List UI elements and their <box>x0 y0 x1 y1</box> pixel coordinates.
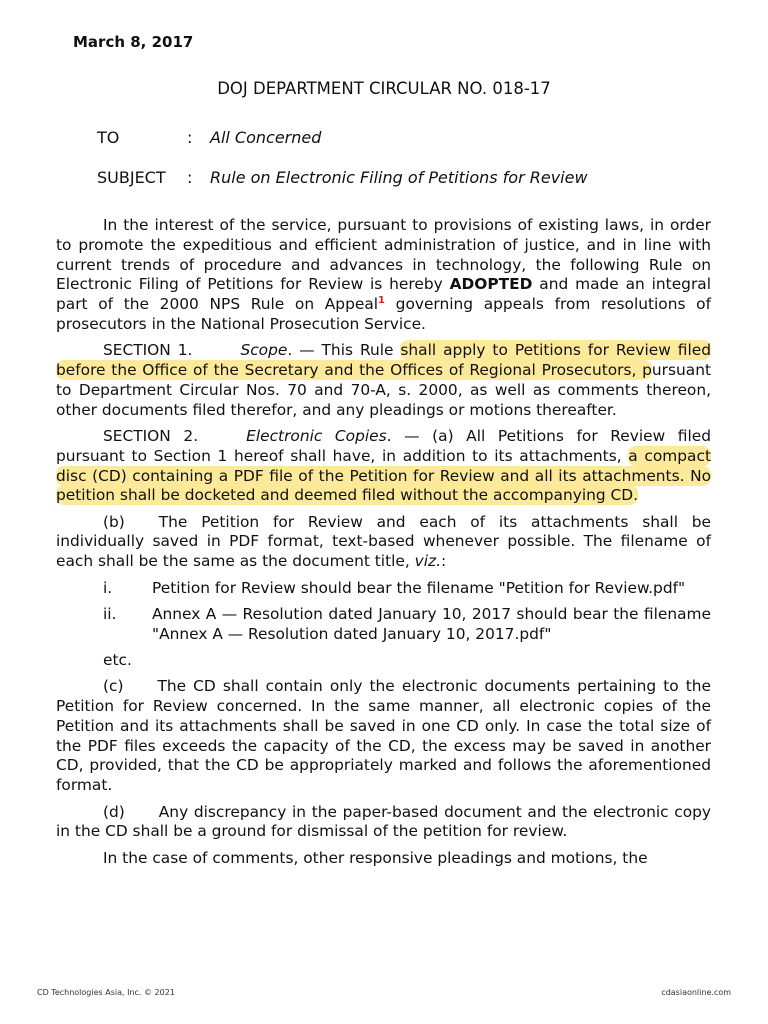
section-2-paragraph <box>56 427 711 506</box>
paragraph-b <box>56 513 711 572</box>
section-1-paragraph <box>56 341 711 420</box>
section-2-label: SECTION 2. <box>103 426 199 445</box>
list-item-text: Annex A — Resolution dated January 10, 2017 should bear the filename "Annex A — Resolution dated January 10, 2017.pdf" <box>152 604 711 643</box>
to-value: All Concerned <box>210 128 322 147</box>
viz-word: viz. <box>414 552 442 571</box>
document-date: March 8, 2017 <box>73 33 194 51</box>
subject-label: SUBJECT <box>97 168 166 187</box>
adopted-word: ADOPTED <box>449 275 533 294</box>
list-item-text: Petition for Review should bear the filename "Petition for Review.pdf" <box>152 578 686 597</box>
paragraph-d <box>56 803 711 843</box>
subject-value: Rule on Electronic Filing of Petitions for Review <box>210 168 588 187</box>
last-paragraph: In the case of comments, other responsive pleadings and motions, the <box>103 848 648 867</box>
section-2-highlight: a compact disc (CD) containing a PDF file of the Petition for Review and all its attachments. No petition shall be docketed and deemed filed without the accompanying CD. <box>56 446 711 505</box>
intro-paragraph <box>56 216 711 335</box>
section-1-label: SECTION 1. <box>103 341 193 360</box>
paragraph-d-marker: (d) <box>103 802 125 821</box>
intro-text-3: governing appeals from resolutions of prosecutors in the National Prosecution Service. <box>56 295 711 333</box>
to-colon: : <box>187 128 193 147</box>
section-2-text: . — (a) All Petitions for Review filed pursuant to Section 1 hereof shall have, in addition to its attachments, <box>56 426 711 465</box>
list-item <box>56 605 711 645</box>
subject-colon: : <box>187 168 193 187</box>
section-1-highlight: shall apply to Petitions for Review filed before the Office of the Secretary and the Offices of Regional Prosecutors, p <box>56 341 711 380</box>
circular-title: DOJ DEPARTMENT CIRCULAR NO. 018-17 <box>217 79 551 98</box>
list-item <box>56 579 711 599</box>
intro-text: In the interest of the service, pursuant to provisions of existing laws, in order to promote the expeditious and efficient administration of justice, and in line with current trends of procedure and advances in technology, the following Rule on Electronic Filing of Petitions for Review is hereby <box>56 216 711 294</box>
paragraph-d-text: Any discrepancy in the paper-based document and the electronic copy in the CD shall be a ground for dismissal of the petition for review. <box>56 802 711 841</box>
paragraph-c <box>56 677 711 796</box>
section-1-heading: Scope <box>240 341 288 360</box>
footnote-1-link[interactable]: 1 <box>378 295 385 307</box>
document-body <box>56 216 711 875</box>
section-2-heading: Electronic Copies <box>246 426 387 445</box>
paragraph-b-marker: (b) <box>103 512 125 531</box>
footer-copyright: CD Technologies Asia, Inc. © 2021 <box>37 988 175 997</box>
intro-text-2: and made an integral part of the 2000 NPS Rule on Appeal <box>56 275 711 314</box>
footer-website-link[interactable]: cdasiaonline.com <box>661 988 731 997</box>
paragraph-c-marker: (c) <box>103 677 124 696</box>
paragraph-b-end: : <box>441 552 447 571</box>
to-label: TO <box>97 128 120 147</box>
etc-line: etc. <box>103 650 132 669</box>
list-item-number: i. <box>103 578 113 597</box>
paragraph-c-text: The CD shall contain only the electronic documents pertaining to the Petition for Review concerned. In the same manner, all electronic copies of the Petition and its attachments shall be saved in one CD only. In case the total size of the PDF files exceeds the capacity of the CD, the excess may be saved in another CD, provided, that the CD be appropriately marked and follows the aforementioned format. <box>56 677 711 795</box>
section-1-text: ursuant to Department Circular Nos. 70 and 70-A, s. 2000, as well as comments thereon, other documents filed therefor, and any pleadings or motions thereafter. <box>56 361 711 419</box>
section-1-dash: . — This Rule <box>287 341 401 360</box>
list-item-number: ii. <box>103 604 117 623</box>
paragraph-b-text: The Petition for Review and each of its attachments shall be individually saved in PDF format, text-based whenever possible. The filename of each shall be the same as the document title, <box>56 512 711 571</box>
